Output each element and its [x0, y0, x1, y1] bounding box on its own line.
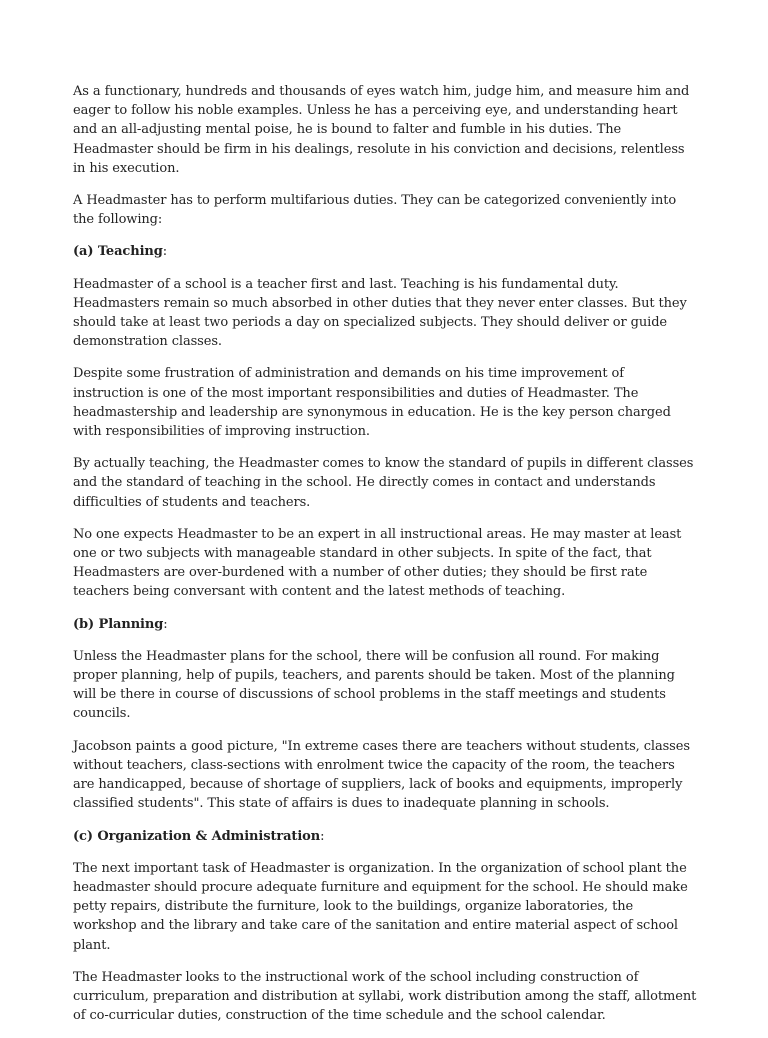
paragraph-instructional-work: The Headmaster looks to the instructional work of the school including construction of curriculum, preparation and distribution at syllabi, work distribution among the staff, allotment of co-curricular duties, construction of the time schedule and the school calendar.	[73, 969, 697, 1024]
paragraph-jacobson: Jacobson paints a good picture, "In extreme cases there are teachers without students, classes without teachers, class-sections with enrolment twice the capacity of the room, the teachers are handicapped, because of shortage of suppliers, lack of books and equipments, improperly classified students". This state of affairs is dues to inadequate planning in schools.	[73, 738, 690, 812]
paragraph-no-one-expects: No one expects Headmaster to be an expert in all instructional areas. He may master at least one or two subjects with manageable standard in other subjects. In spite of the fact, that Headmasters are over-burdened with a number of other duties; they should be first rate teachers being conversant with content and the latest methods of teaching.	[73, 526, 682, 600]
heading-organization	[73, 827, 697, 846]
heading-planning	[73, 615, 697, 634]
paragraph-multifarious-duties: A Headmaster has to perform multifarious duties. They can be categorized conveniently into the following:	[73, 193, 677, 228]
paragraph-unless-plans: Unless the Headmaster plans for the school, there will be confusion all round. For making proper planning, help of pupils, teachers, and parents should be taken. Most of the planning will be there in course of discussions of school problems in the staff meetings and students councils.	[73, 648, 675, 722]
paragraph-improvement-of-instruction: Despite some frustration of administration and demands on his time improvement of instruction is one of the most important responsibilities and duties of Headmaster. The headmastership and leadership are synonymous in education. He is the key person charged with responsibilities of improving instruction.	[73, 366, 671, 440]
heading-planning-colon: :	[163, 616, 168, 632]
paragraph-teacher-first: Headmaster of a school is a teacher first and last. Teaching is his fundamental duty. Headmasters remain so much absorbed in other duties that they never enter classes. But they should take at least two periods a day on specialized subjects. They should deliver or guide demonstration classes.	[73, 276, 687, 350]
paragraph-actually-teaching: By actually teaching, the Headmaster comes to know the standard of pupils in different classes and the standard of teaching in the school. He directly comes in contact and understands difficulties of students and teachers.	[73, 456, 694, 510]
heading-organization-colon: :	[320, 828, 325, 844]
paragraph-organization-task: The next important task of Headmaster is organization. In the organization of school plant the headmaster should procure adequate furniture and equipment for the school. He should make petty repairs, distribute the furniture, look to the buildings, organize laboratories, the workshop and the library and take care of the sanitation and entire material aspect of school plant.	[73, 860, 688, 953]
heading-teaching-text: (a) Teaching	[73, 244, 163, 260]
heading-planning-text: (b) Planning	[73, 616, 164, 632]
heading-organization-text: (c) Organization & Administration	[73, 828, 321, 844]
paragraph-functionary: As a functionary, hundreds and thousands of eyes watch him, judge him, and measure him and eager to follow his noble examples. Unless he has a perceiving eye, and understanding heart and an all-adjusting mental poise, he is bound to falter and fumble in his duties. The Headmaster should be firm in his dealings, resolute in his conviction and decisions, relentless in his execution.	[73, 84, 690, 176]
heading-teaching-colon: :	[162, 244, 168, 260]
heading-teaching	[73, 242, 697, 261]
document-body	[73, 82, 697, 1038]
